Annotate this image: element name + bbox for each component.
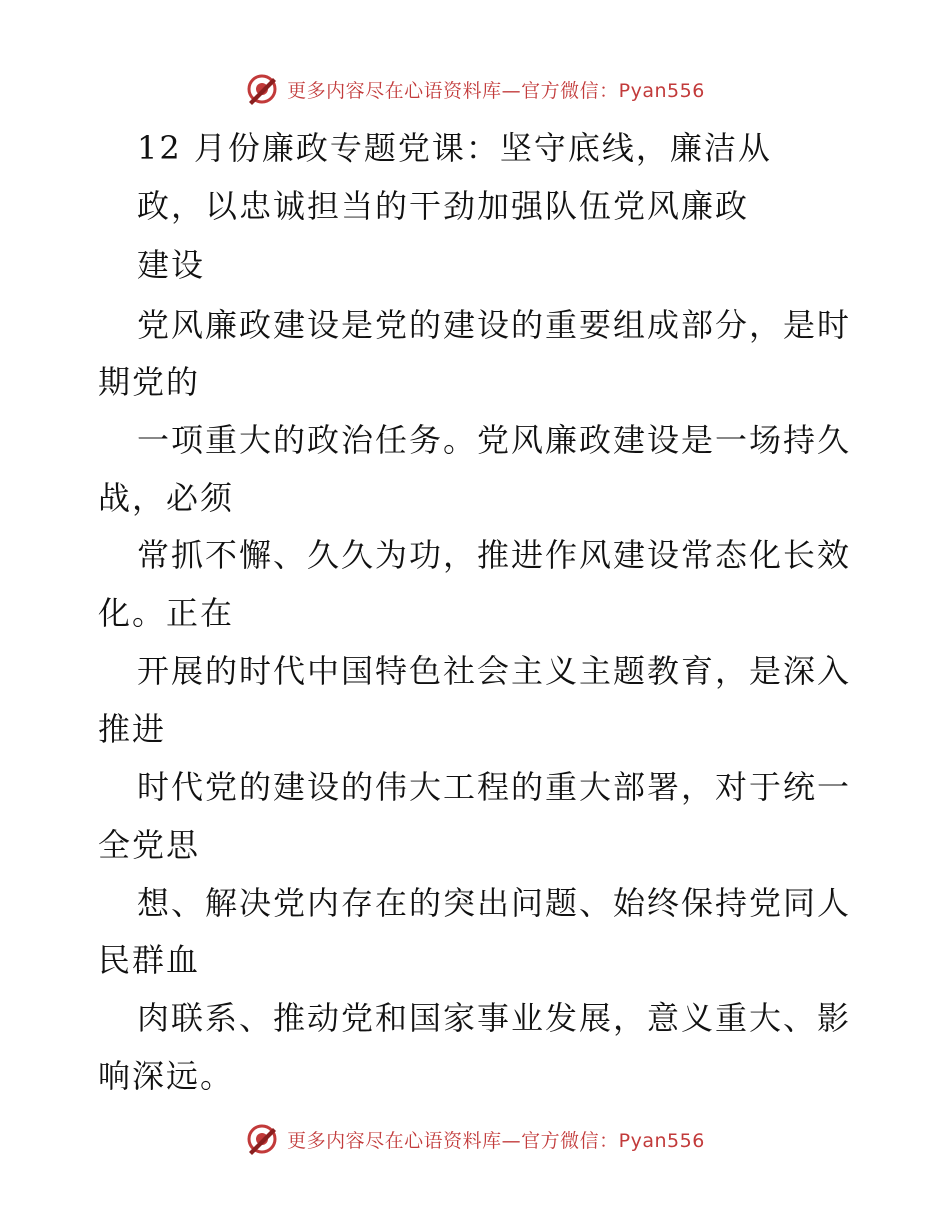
paragraph-line: 化。正在 <box>98 594 235 632</box>
paragraph-line: 战，必须 <box>98 479 235 517</box>
paragraph-line: 常抓不懈、久久为功，推进作风建设常态化长效 <box>137 536 852 574</box>
title-line-3: 建设 <box>137 246 206 284</box>
paragraph-line: 肉联系、推动党和国家事业发展，意义重大、影 <box>137 999 852 1037</box>
paragraph-line: 时代党的建设的伟大工程的重大部署，对于统一 <box>137 768 852 806</box>
title-line-1: 12 月份廉政专题党课：坚守底线，廉洁从 <box>137 129 772 167</box>
paragraph-line: 期党的 <box>98 363 201 401</box>
paragraph-line: 党风廉政建设是党的建设的重要组成部分，是时 <box>137 306 852 344</box>
paragraph-line: 民群血 <box>98 941 201 979</box>
paragraph-line: 一项重大的政治任务。党风廉政建设是一场持久 <box>137 421 852 459</box>
pen-seal-logo-icon <box>245 72 279 106</box>
footer-banner-text: 更多内容尽在心语资料库—官方微信：Pyan556 <box>287 1129 705 1152</box>
paragraph-line: 想、解决党内存在的突出问题、始终保持党同人 <box>137 884 852 922</box>
pen-seal-logo-icon <box>245 1122 279 1156</box>
paragraph-line: 全党思 <box>98 826 201 864</box>
footer-banner <box>0 1122 950 1156</box>
header-banner <box>0 72 950 106</box>
title-line-2: 政，以忠诚担当的干劲加强队伍党风廉政 <box>137 187 750 225</box>
paragraph-line: 开展的时代中国特色社会主义主题教育，是深入 <box>137 652 852 690</box>
header-banner-text: 更多内容尽在心语资料库—官方微信：Pyan556 <box>287 79 705 102</box>
paragraph-line: 推进 <box>98 710 167 748</box>
paragraph-line: 响深远。 <box>98 1057 235 1095</box>
